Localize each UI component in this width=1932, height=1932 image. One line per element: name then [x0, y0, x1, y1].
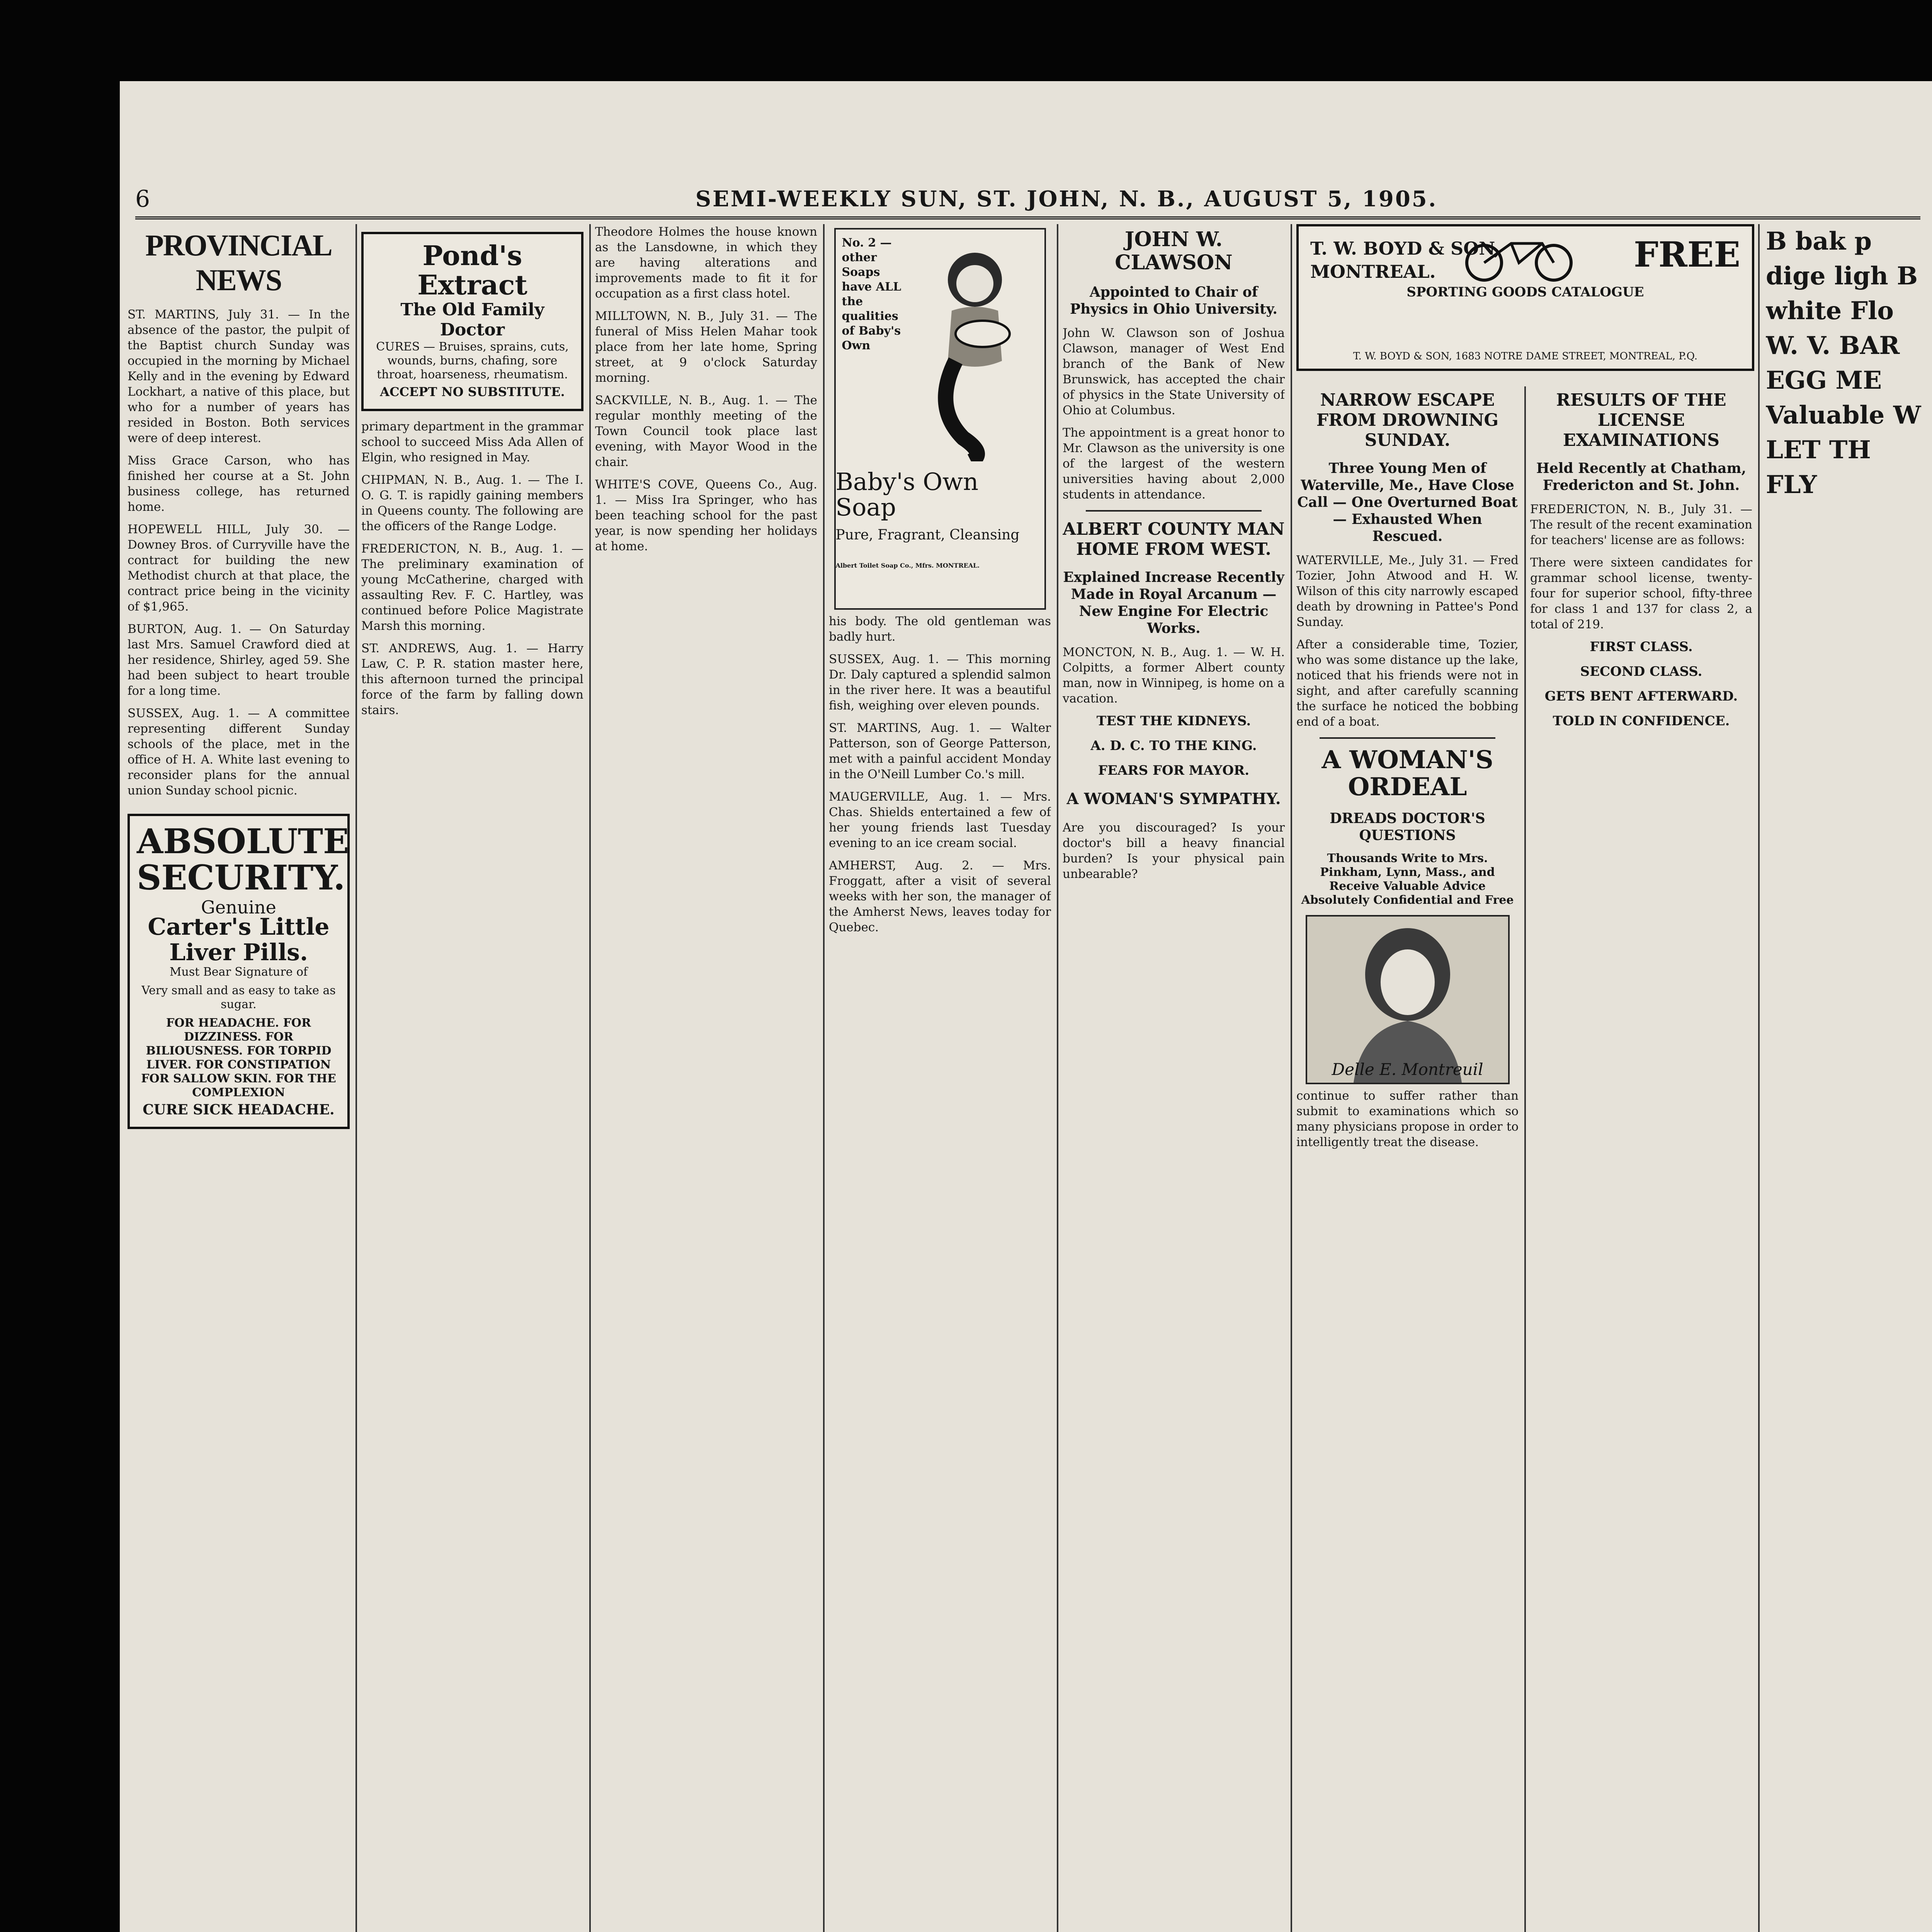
article-paragraph: CHIPMAN, N. B., Aug. 1. — The I. O. G. T. is rapidly gaining members in Queens county. The following are the officers of the Range Lodge.: [361, 473, 583, 533]
ad-small-note: Very small and as easy to take as sugar.: [141, 984, 336, 1011]
article-paragraph: John W. Clawson son of Joshua Clawson, manager of West End branch of the Bank of New Brunswick, has accepted the chair of physics in the State University of Ohio at Columbus.: [1063, 326, 1285, 417]
article-paragraph: SUSSEX, Aug. 1. — A committee representing different Sunday schools of the place, met in the office of H. A. White last evening to reconsider plans for the annual union Sunday school picnic.: [128, 706, 350, 798]
sympathy-headline: A WOMAN'S SYMPATHY.: [1066, 790, 1281, 808]
article-paragraph: BURTON, Aug. 1. — On Saturday last Mrs. Samuel Crawford died at her residence, Shirley, aged 59. She had been subject to heart trouble for a long time.: [128, 622, 350, 698]
gets-bent-headline: GETS BENT AFTERWARD.: [1544, 689, 1738, 704]
article-paragraph: FREDERICTON, N. B., July 31. — The result of the recent examination for teachers' license are as follows:: [1530, 502, 1752, 547]
ponds-extract-ad: [361, 232, 583, 411]
babys-own-soap-ad: [834, 228, 1046, 610]
ad-footer: CURE SICK HEADACHE.: [143, 1102, 335, 1118]
ordeal-intro: Thousands Write to Mrs. Pinkham, Lynn, Mass., and Receive Valuable Advice Absolutely Confidential and Free: [1301, 852, 1514, 907]
ordeal-subhead: DREADS DOCTOR'S QUESTIONS: [1330, 810, 1485, 844]
article-paragraph: WHITE'S COVE, Queens Co., Aug. 1. — Miss Ira Springer, who has been teaching school for the past year, is now spending her holidays at home.: [595, 478, 817, 553]
article-paragraph: FREDERICTON, N. B., Aug. 1. — The preliminary examination of young McCatherine, charged with assaulting Rev. F. C. Hartley, was continued before Police Magistrate Marsh this morning.: [361, 542, 583, 633]
clawson-headline: JOHN W. CLAWSON: [1115, 228, 1233, 274]
article-paragraph: ST. MARTINS, July 31. — In the absence of the pastor, the pulpit of the Baptist church Sunday was occupied in the morning by Michael Kelly and in the evening by Edward Lockhart, a native of this place, but who for a number of years has resided in Boston. Both services were of deep interest.: [128, 308, 350, 445]
column-7: [1530, 386, 1752, 1932]
ad-signature-note: Must Bear Signature of: [169, 965, 308, 979]
albert-county-subhead: Explained Increase Recently Made in Royal Arcanum — New Engine For Electric Works.: [1063, 569, 1284, 636]
ad-title: SPORTING GOODS CATALOGUE: [1406, 284, 1644, 300]
second-class-heading: SECOND CLASS.: [1580, 664, 1702, 679]
masthead: [135, 182, 1920, 219]
boyd-catalogue-ad: [1296, 224, 1754, 371]
ad-name: T. W. BOYD & SON,: [1310, 238, 1500, 259]
article-paragraph: MONCTON, N. B., Aug. 1. — W. H. Colpitts, a former Albert county man, now in Winnipeg, is home on a vacation.: [1063, 645, 1285, 706]
article-paragraph: SACKVILLE, N. B., Aug. 1. — The regular monthly meeting of the Town Council took place last evening, with Mayor Wood in the chair.: [595, 393, 817, 469]
article-paragraph: AMHERST, Aug. 2. — Mrs. Froggatt, after a visit of several weeks with her son, the manager of the Amherst News, leaves today for Quebec.: [829, 859, 1051, 934]
article-paragraph: Miss Grace Carson, who has finished her course at a St. John business college, has returned home.: [128, 454, 350, 514]
article-paragraph: MAUGERVILLE, Aug. 1. — Mrs. Chas. Shields entertained a few of her young friends last Tuesday evening to an ice cream social.: [829, 790, 1051, 850]
adjacent-page-fragment: [1766, 224, 1928, 1932]
womans-ordeal-headline: A WOMAN'S ORDEAL: [1321, 745, 1493, 801]
albert-county-headline: ALBERT COUNTY MAN HOME FROM WEST.: [1063, 519, 1285, 559]
clawson-subhead: Appointed to Chair of Physics in Ohio University.: [1070, 284, 1277, 317]
article-paragraph: SUSSEX, Aug. 1. — This morning Dr. Daly captured a splendid salmon in the river here. It was a beautiful fish, weighing over eleven pounds.: [829, 652, 1051, 713]
column-2: [361, 224, 583, 1932]
ad-title: ABSOLUTE SECURITY.: [137, 821, 349, 898]
ad-footer: ACCEPT NO SUBSTITUTE.: [380, 384, 565, 399]
ad-title: Baby's Own Soap: [835, 468, 979, 521]
bicycle-icon: [1461, 232, 1577, 282]
portrait-caption: Delle E. Montreuil: [1332, 1060, 1483, 1079]
ad-list: FOR HEADACHE. FOR DIZZINESS. FOR BILIOUSNESS. FOR TORPID LIVER. FOR CONSTIPATION FOR SALLOW SKIN. FOR THE COMPLEXION: [141, 1016, 336, 1099]
ad-footer: Albert Toilet Soap Co., Mfrs. MONTREAL.: [835, 562, 980, 569]
ad-subtitle: The Old Family Doctor: [400, 300, 544, 340]
license-results-headline: RESULTS OF THE LICENSE EXAMINATIONS: [1556, 390, 1726, 450]
ad-body: CURES — Bruises, sprains, cuts, wounds, burns, chafing, sore throat, hoarseness, rheumatism.: [376, 340, 569, 381]
article-paragraph: MILLTOWN, N. B., July 31. — The funeral of Miss Helen Mahar took place from her late home, Spring street, at 9 o'clock Saturday morning.: [595, 309, 817, 385]
column-5: [1063, 224, 1285, 1932]
provincial-news-headline: PROVINCIAL NEWS: [145, 228, 332, 297]
portrait-image: [1306, 915, 1510, 1084]
article-paragraph: Are you discouraged? Is your doctor's bill a heavy financial burden? Is your physical pain unbearable?: [1063, 821, 1285, 881]
ad-brand: Carter's Little Liver Pills.: [148, 913, 330, 966]
ad-body: T. W. BOYD & SON, 1683 NOTRE DAME STREET, MONTREAL, P.Q.: [1353, 350, 1697, 362]
carters-ad: [128, 814, 350, 1129]
column-3: [595, 224, 817, 1932]
fragment-text: B bak p dige ligh B white Flo W. V. BAR EGG ME Valuable W LET TH FLY: [1766, 227, 1921, 499]
ad-city: MONTREAL.: [1310, 261, 1436, 282]
told-in-confidence-headline: TOLD IN CONFIDENCE.: [1553, 713, 1730, 729]
ad-body: Pure, Fragrant, Cleansing: [835, 527, 1020, 543]
article-paragraph: his body. The old gentleman was badly hurt.: [829, 614, 1051, 644]
woman-portrait-illustration: [1307, 917, 1508, 1083]
adc-headline: A. D. C. TO THE KING.: [1090, 738, 1257, 753]
mermaid-illustration: [909, 245, 1033, 461]
article-paragraph: ST. ANDREWS, Aug. 1. — Harry Law, C. P. R. station master here, this afternoon turned the principal force of the farm by falling down stairs.: [361, 641, 583, 717]
column-1: [128, 224, 350, 1932]
article-paragraph: ST. MARTINS, Aug. 1. — Walter Patterson, son of George Patterson, met with a painful accident Monday in the O'Neill Lumber Co.'s mill.: [829, 721, 1051, 781]
column-4: [829, 224, 1051, 1932]
ad-genuine: Genuine: [201, 897, 276, 918]
kidneys-headline: TEST THE KIDNEYS.: [1096, 713, 1251, 729]
column-6: [1296, 386, 1519, 1932]
article-paragraph: The appointment is a great honor to Mr. Clawson as the university is one of the largest of the western universities having about 2,000 students in attendance.: [1063, 426, 1285, 502]
ad-top-text: No. 2 — other Soaps have ALL the qualities of Baby's Own: [842, 236, 901, 352]
mayor-headline: FEARS FOR MAYOR.: [1098, 763, 1250, 778]
page-number: 6: [135, 185, 150, 213]
license-subhead: Held Recently at Chatham, Fredericton and St. John.: [1536, 460, 1747, 493]
ad-title: Pond's Extract: [417, 240, 527, 301]
newspaper-page: [120, 81, 1932, 1932]
article-paragraph: continue to suffer rather than submit to examinations which so many physicians propose in order to intelligently treat the disease.: [1296, 1089, 1519, 1149]
article-paragraph: HOPEWELL HILL, July 30. — Downey Bros. of Curryville have the contract for building the new Methodist church at that place, the contract price being in the vicinity of $1,965.: [128, 522, 350, 614]
article-paragraph: After a considerable time, Tozier, who was some distance up the lake, noticed that his friends were not in sight, and after carefully scanning the surface he noticed the bobbing end of a boat.: [1296, 638, 1519, 729]
article-paragraph: primary department in the grammar school to succeed Miss Ada Allen of Elgin, who resigned in May.: [361, 420, 583, 464]
drowning-subhead: Three Young Men of Waterville, Me., Have Close Call — One Overturned Boat — Exhausted When Rescued.: [1297, 460, 1518, 544]
drowning-headline: NARROW ESCAPE FROM DROWNING SUNDAY.: [1316, 390, 1499, 450]
article-paragraph: WATERVILLE, Me., July 31. — Fred Tozier, John Atwood and H. W. Wilson of this city narrowly escaped death by drowning in Pattee's Pond Sunday.: [1296, 553, 1519, 629]
article-paragraph: There were sixteen candidates for grammar school license, twenty-four for superior school, fifty-three for class 1 and 137 for class 2, a total of 219.: [1530, 556, 1752, 631]
article-paragraph: Theodore Holmes the house known as the Lansdowne, in which they are having alterations and improvements made to fit it for occupation as a first class hotel.: [595, 225, 817, 301]
ad-free-label: FREE: [1634, 234, 1740, 275]
masthead-title: SEMI-WEEKLY SUN, ST. JOHN, N. B., AUGUST 5, 1905.: [695, 186, 1438, 212]
first-class-heading: FIRST CLASS.: [1590, 639, 1693, 655]
